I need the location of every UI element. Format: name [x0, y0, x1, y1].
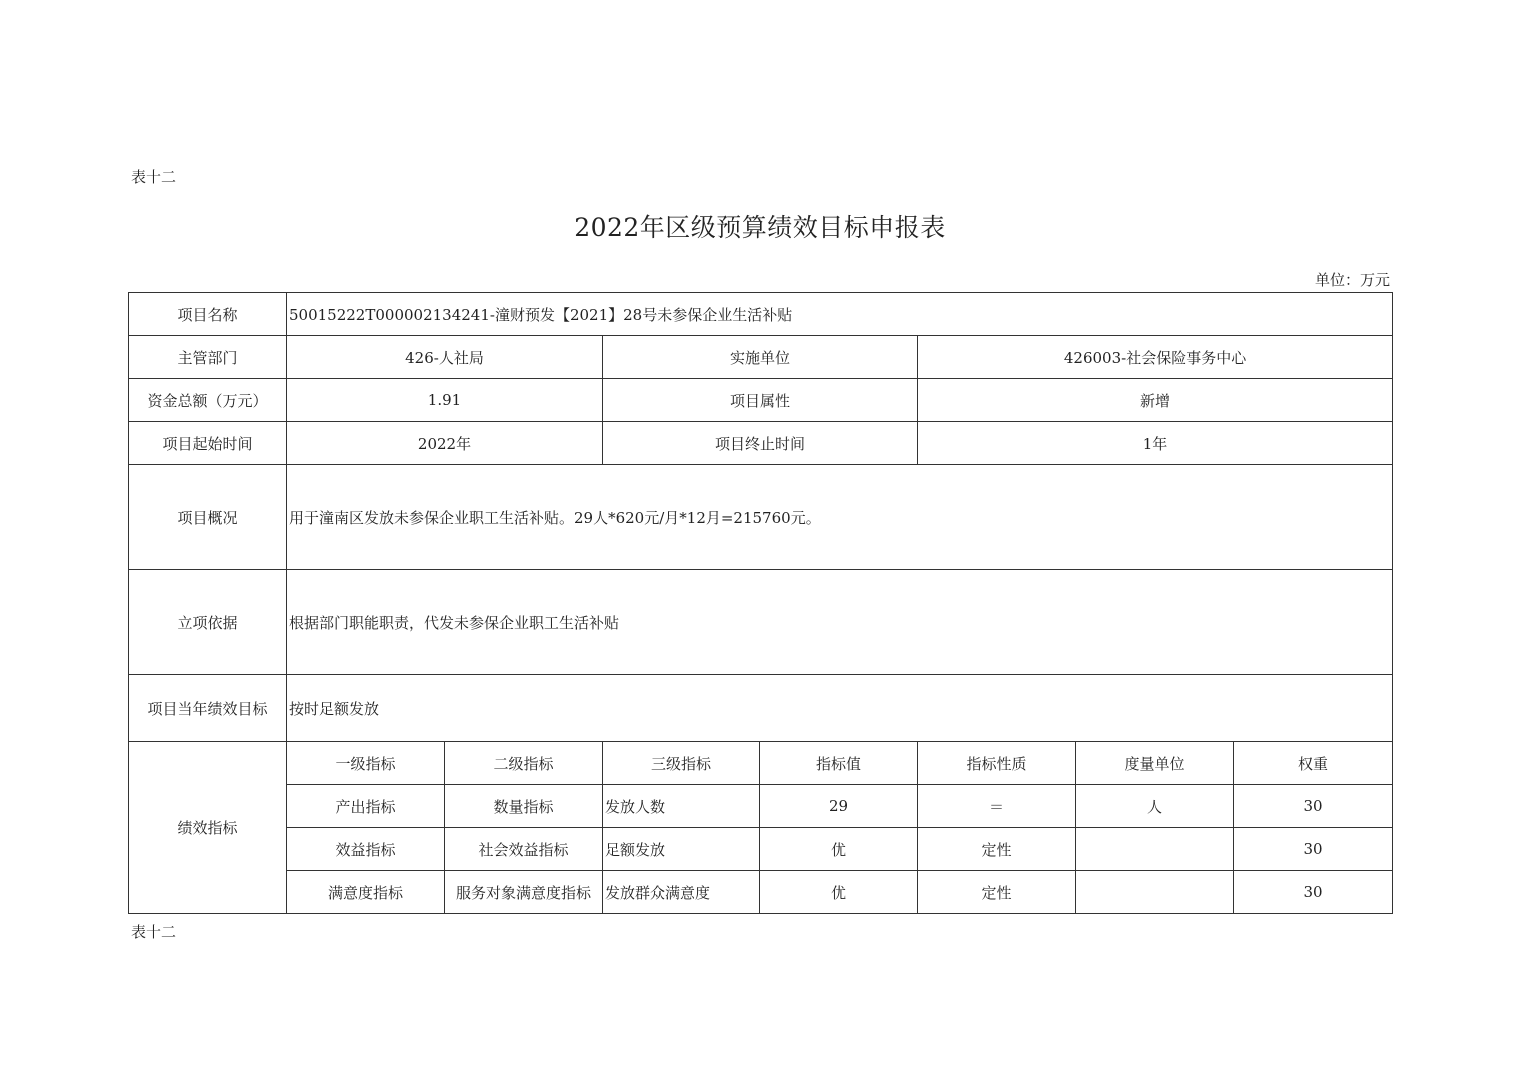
indicator-cell: 30	[1234, 871, 1393, 914]
performance-target-table	[128, 292, 1393, 914]
overview-label: 项目概况	[129, 465, 287, 570]
basis-value: 根据部门职能职责，代发未参保企业职工生活补贴	[287, 570, 1393, 675]
row-overview	[129, 465, 1393, 570]
indicator-cell: 30	[1234, 785, 1393, 828]
table-number-label-bottom: 表十二	[131, 923, 177, 941]
basis-label: 立项依据	[129, 570, 287, 675]
project-attribute-value: 新增	[918, 379, 1393, 422]
document-title: 2022年区级预算绩效目标申报表	[574, 213, 946, 242]
indicator-cell: 产出指标	[287, 785, 445, 828]
indicator-cell: 人	[1076, 785, 1234, 828]
indicator-cell: 29	[760, 785, 918, 828]
indicator-header-cell: 指标值	[760, 742, 918, 785]
indicator-header-cell: 一级指标	[287, 742, 445, 785]
unit-label: 单位：万元	[1314, 271, 1390, 289]
row-basis	[129, 570, 1393, 675]
department-label: 主管部门	[129, 336, 287, 379]
indicator-cell	[1076, 871, 1234, 914]
start-time-label: 项目起始时间	[129, 422, 287, 465]
department-value: 426-人社局	[287, 336, 603, 379]
annual-goal-value: 按时足额发放	[287, 675, 1393, 742]
funding-total-value: 1.91	[287, 379, 603, 422]
indicator-header-row	[129, 742, 1393, 785]
indicator-cell: ＝	[918, 785, 1076, 828]
indicator-cell: 足额发放	[603, 828, 760, 871]
indicator-header-cell: 权重	[1234, 742, 1393, 785]
indicator-cell: 发放人数	[603, 785, 760, 828]
row-annual-goal	[129, 675, 1393, 742]
project-attribute-label: 项目属性	[603, 379, 918, 422]
indicators-label: 绩效指标	[129, 742, 287, 914]
funding-total-label: 资金总额（万元）	[129, 379, 287, 422]
table-number-label: 表十二	[131, 168, 177, 186]
indicator-cell: 发放群众满意度	[603, 871, 760, 914]
implementing-unit-label: 实施单位	[603, 336, 918, 379]
implementing-unit-value: 426003-社会保险事务中心	[918, 336, 1393, 379]
start-time-value: 2022年	[287, 422, 603, 465]
indicator-header-cell: 指标性质	[918, 742, 1076, 785]
indicator-row	[129, 785, 1393, 828]
indicator-cell: 30	[1234, 828, 1393, 871]
indicator-cell: 效益指标	[287, 828, 445, 871]
indicator-cell: 定性	[918, 871, 1076, 914]
end-time-value: 1年	[918, 422, 1393, 465]
indicator-cell: 优	[760, 828, 918, 871]
indicator-header-cell: 三级指标	[603, 742, 760, 785]
annual-goal-label: 项目当年绩效目标	[129, 675, 287, 742]
indicator-row	[129, 828, 1393, 871]
indicator-header-cell: 二级指标	[445, 742, 603, 785]
row-time	[129, 422, 1393, 465]
row-project-name	[129, 293, 1393, 336]
row-department	[129, 336, 1393, 379]
project-name-label: 项目名称	[129, 293, 287, 336]
indicator-cell: 数量指标	[445, 785, 603, 828]
indicator-cell: 满意度指标	[287, 871, 445, 914]
indicator-row	[129, 871, 1393, 914]
end-time-label: 项目终止时间	[603, 422, 918, 465]
project-name-value: 50015222T000002134241-潼财预发【2021】28号未参保企业生活补贴	[287, 293, 1393, 336]
indicator-cell: 社会效益指标	[445, 828, 603, 871]
indicator-cell	[1076, 828, 1234, 871]
overview-value: 用于潼南区发放未参保企业职工生活补贴。29人*620元/月*12月=215760元。	[287, 465, 1393, 570]
row-funding	[129, 379, 1393, 422]
indicator-cell: 服务对象满意度指标	[445, 871, 603, 914]
indicator-cell: 定性	[918, 828, 1076, 871]
indicator-cell: 优	[760, 871, 918, 914]
indicator-header-cell: 度量单位	[1076, 742, 1234, 785]
